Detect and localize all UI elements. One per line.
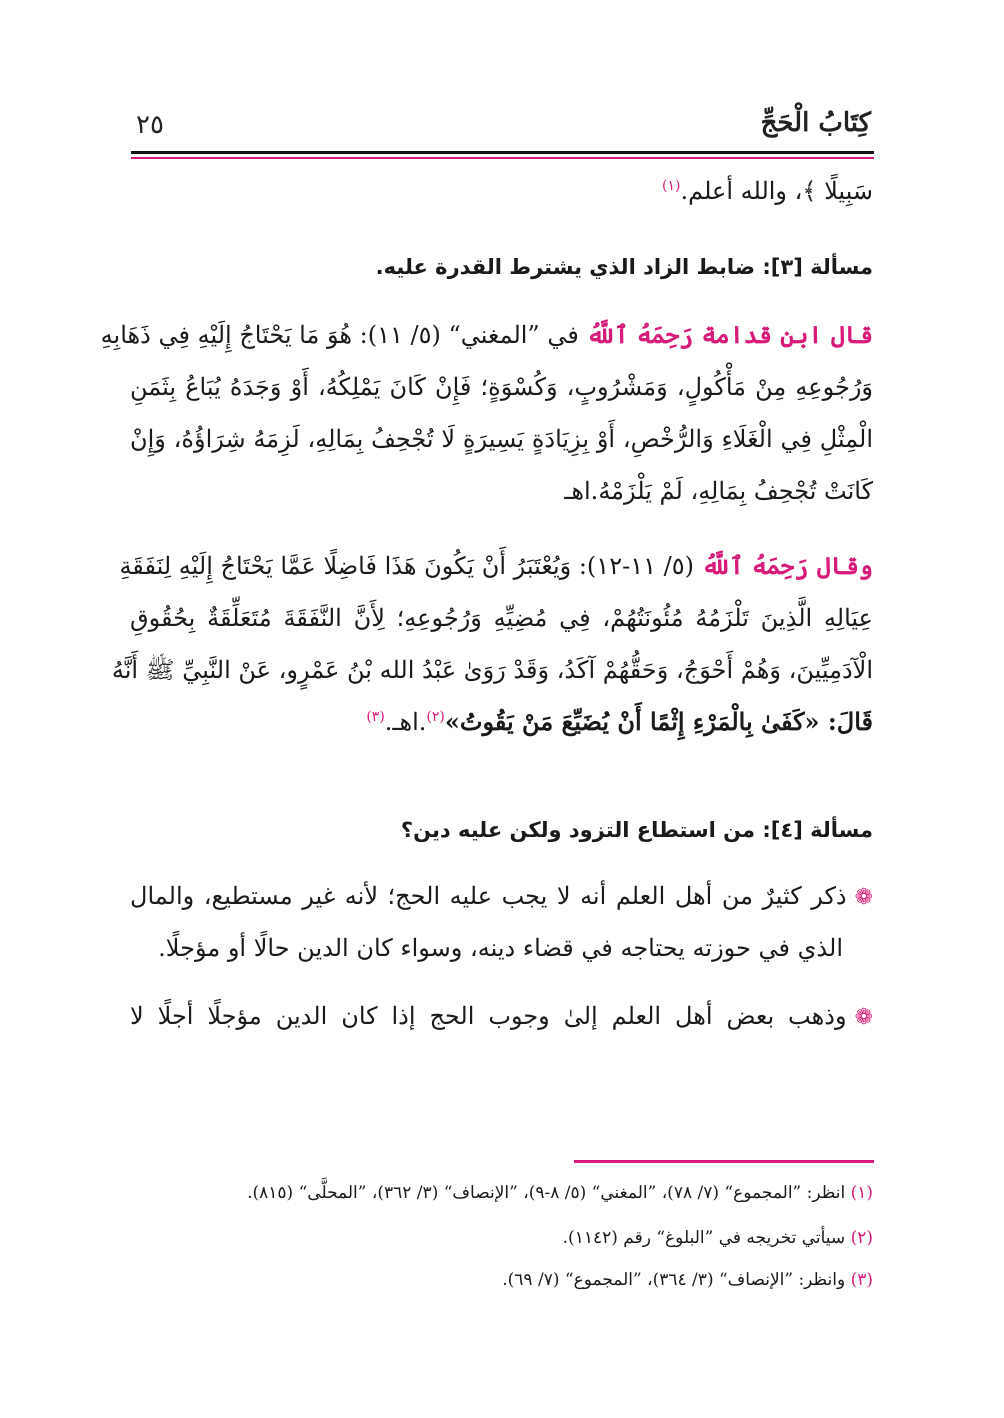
text: (٥/ ١١-١٢): وَيُعْتَبَرُ أَنْ يَكُونَ هَذَا فَاضِلًا عَمَّا يَحْتَاجُ إِلَيْهِ لِنَفَقَةِ (119, 552, 694, 580)
footnote-2 (130, 1226, 873, 1250)
speaker: وقال رَحِمَهُ ٱللَّهُ (701, 551, 873, 580)
hadith-text: قَالَ: «كَفَىٰ بِالْمَرْءِ إِثْمًا أَنْ يُضَيِّعَ مَنْ يَقُوتُ» (444, 707, 873, 736)
p1-line-3: الْمِثْلِ فِي الْغَلَاءِ وَالرُّخْصِ، أَوْ بِزِيَادَةٍ يَسِيرَةٍ لَا تُجْحِفُ بِمَالِهِ، لَزِمَهُ شِرَاؤُهُ، وَإِنْ (130, 425, 873, 453)
footnote-ref[interactable]: (١) (662, 178, 681, 194)
footnote-number: (٣) (850, 1270, 873, 1290)
issue-title: ضابط الزاد الذي يشترط القدرة عليه. (375, 255, 756, 279)
bullet-1-line-1 (130, 880, 873, 914)
footnote-text: وانظر: ”الإنصاف“ (٣/ ٣٦٤)، ”المجموع“ (٧/ ٦٩). (502, 1270, 846, 1290)
issue-4-heading (130, 814, 873, 846)
footnote-number: (٢) (850, 1228, 873, 1248)
header-rule (131, 151, 874, 154)
p2-line-1 (119, 550, 873, 582)
intro-line (130, 175, 873, 207)
flower-bullet-icon: ❁ (854, 1005, 873, 1030)
flower-bullet-icon: ❁ (854, 885, 873, 910)
footnote-ref[interactable]: (٢) (426, 709, 445, 725)
p2-line-2: عِيَالِهِ الَّذِينَ تَلْزَمُهُ مُئُونَتُهُمْ، فِي مُضِيِّهِ وَرُجُوعِهِ؛ لِأَنَّ النَّفَقَةَ مُتَعَلِّقَةٌ بِحُقُوقِ (130, 604, 873, 632)
bullet-1-line-2: الذي في حوزته يحتاجه في قضاء دينه، وسواء كان الدين حالًا أو مؤجلًا. (158, 934, 843, 962)
text: .اهـ. (384, 708, 427, 736)
speaker: قال ابن قدامة رَحِمَهُ ٱللَّهُ (586, 320, 873, 349)
p1-line-4: كَانَتْ تُجْحِفُ بِمَالِهِ، لَمْ يَلْزَمْهُ.اهـ (564, 477, 873, 505)
p1-line-2: وَرُجُوعِهِ مِنْ مَأْكُولٍ، وَمَشْرُوبٍ، وَكُسْوَةٍ؛ فَإِنْ كَانَ يَمْلِكُهُ، أَوْ وَجَدَهُ يُبَاعُ بِثَمَنِ (130, 373, 873, 401)
text: وذهب بعض أهل العلم إلىٰ وجوب الحج إذا كان الدين مؤجلًا أجلًا لا (130, 1002, 847, 1030)
footnote-ref[interactable]: (٣) (366, 709, 385, 725)
issue-3-heading (130, 251, 873, 283)
bullet-2-line-1 (130, 1000, 873, 1034)
chapter-title: كِتَابُ الْحَجِّ (760, 108, 871, 138)
text: ذكر كثيرٌ من أهل العلم أنه لا يجب عليه الحج؛ لأنه غير مستطيع، والمال (130, 882, 847, 910)
issue-label: مسألة [٤]: (762, 818, 873, 842)
p2-line-3: الْآدَمِيِّينَ، وَهُمْ أَحْوَجُ، وَحَقُّهُمْ آكَدُ، وَقَدْ رَوَىٰ عَبْدُ الله بْنُ عَمْرٍو، عَنْ النَّبِيِّ ﷺ أَنَّهُ (111, 656, 873, 684)
footnote-3 (130, 1268, 873, 1292)
p1-line-1 (100, 319, 873, 351)
footnote-separator (574, 1160, 874, 1163)
footnote-1 (130, 1181, 873, 1205)
issue-title: من استطاع التزود ولكن عليه دين؟ (400, 818, 756, 842)
footnote-text: سيأتي تخريجه في ”البلوغ“ رقم (١١٤٢). (562, 1228, 846, 1248)
footnote-number: (١) (850, 1183, 873, 1203)
issue-label: مسألة [٣]: (762, 255, 873, 279)
page-number: ٢٥ (136, 110, 164, 140)
footnote-text: انظر: ”المجموع“ (٧/ ٧٨)، ”المغني“ (٥/ ٨-٩)، ”الإنصاف“ (٣/ ٣٦٢)، ”المحلَّى“ (٨١٥). (247, 1183, 846, 1203)
text: في ”المغني“ (٥/ ١١): هُوَ مَا يَحْتَاجُ إِلَيْهِ فِي ذَهَابِهِ (100, 321, 579, 349)
p2-line-4 (130, 706, 873, 738)
intro-text: سَبِيلًا ﴾، والله أعلم. (680, 177, 873, 205)
header-rule-accent (131, 157, 874, 159)
